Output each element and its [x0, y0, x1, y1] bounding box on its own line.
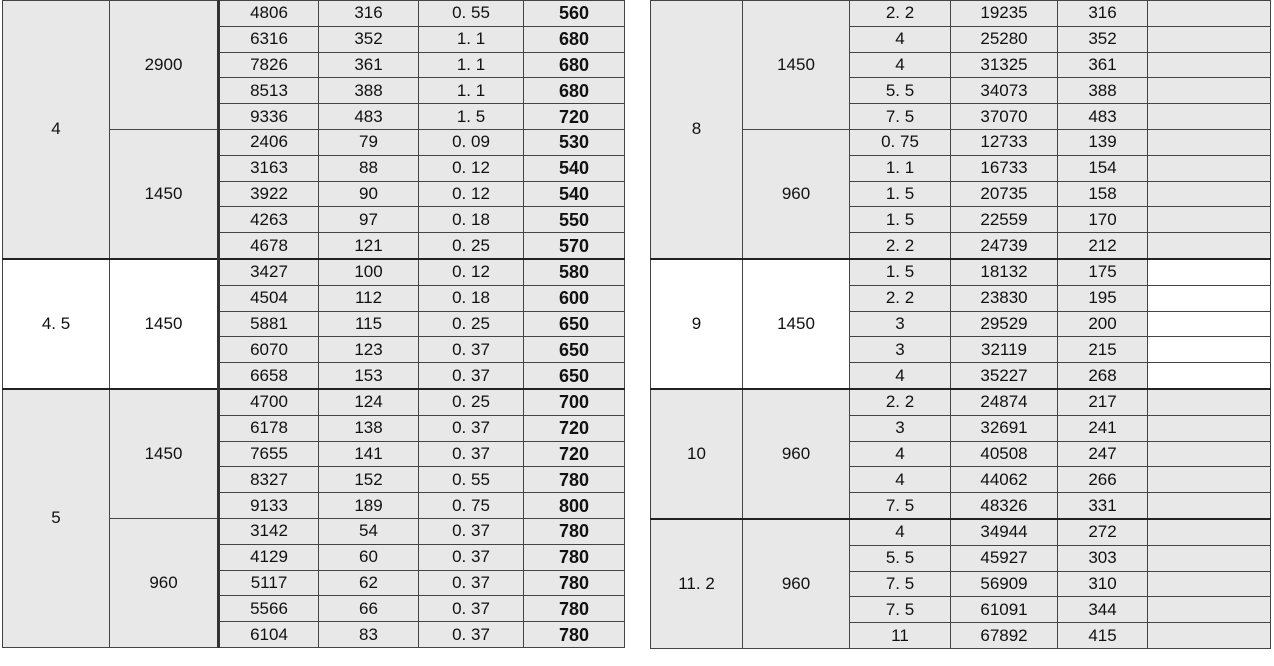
data-cell — [1148, 26, 1271, 52]
data-cell: 60 — [319, 544, 419, 570]
data-cell: 3427 — [219, 259, 319, 285]
data-cell: 0. 25 — [419, 311, 524, 337]
data-cell: 303 — [1058, 545, 1148, 571]
data-cell: 62 — [319, 570, 419, 596]
data-cell: 580 — [524, 259, 625, 285]
left-data-table — [2, 0, 625, 648]
data-cell: 247 — [1058, 441, 1148, 467]
data-cell: 0. 37 — [419, 622, 524, 648]
data-cell: 7. 5 — [850, 104, 951, 130]
data-cell: 212 — [1058, 233, 1148, 259]
speed-cell: 960 — [743, 389, 850, 519]
data-cell — [1148, 623, 1271, 649]
data-cell: 3922 — [219, 181, 319, 207]
data-cell: 0. 12 — [419, 259, 524, 285]
data-cell: 6658 — [219, 363, 319, 389]
data-cell: 8513 — [219, 78, 319, 104]
data-cell: 24739 — [951, 233, 1058, 259]
table-row — [651, 129, 1271, 155]
data-cell: 388 — [1058, 78, 1148, 104]
data-cell: 0. 12 — [419, 181, 524, 207]
group-size-cell: 9 — [651, 259, 743, 389]
data-cell: 6104 — [219, 622, 319, 648]
data-cell: 3 — [850, 337, 951, 363]
table-row — [651, 259, 1271, 285]
speed-cell: 1450 — [110, 129, 219, 258]
data-cell: 11 — [850, 623, 951, 649]
data-cell: 2. 2 — [850, 233, 951, 259]
data-cell: 141 — [319, 441, 419, 467]
data-cell: 5117 — [219, 570, 319, 596]
data-cell: 4678 — [219, 233, 319, 259]
data-cell: 97 — [319, 207, 419, 233]
data-cell — [1148, 493, 1271, 519]
data-cell: 800 — [524, 493, 625, 519]
data-cell: 1. 1 — [419, 78, 524, 104]
data-cell: 700 — [524, 389, 625, 415]
data-cell: 483 — [319, 104, 419, 130]
data-cell: 44062 — [951, 467, 1058, 493]
data-cell: 88 — [319, 155, 419, 181]
data-cell: 138 — [319, 415, 419, 441]
data-cell: 121 — [319, 233, 419, 259]
speed-cell: 1450 — [110, 259, 219, 389]
group-size-cell: 5 — [3, 389, 110, 647]
data-cell: 2. 2 — [850, 389, 951, 415]
table-row — [651, 519, 1271, 545]
data-cell: 4 — [850, 519, 951, 545]
data-cell: 1. 1 — [850, 155, 951, 181]
data-cell: 16733 — [951, 155, 1058, 181]
data-cell: 7826 — [219, 52, 319, 78]
data-cell: 3 — [850, 415, 951, 441]
speed-cell: 1450 — [743, 259, 850, 389]
group-size-cell: 10 — [651, 389, 743, 519]
data-cell — [1148, 363, 1271, 389]
data-cell: 1. 1 — [419, 52, 524, 78]
table-row — [651, 1, 1271, 27]
data-cell: 5881 — [219, 311, 319, 337]
data-cell: 152 — [319, 467, 419, 493]
data-cell — [1148, 285, 1271, 311]
data-cell: 550 — [524, 207, 625, 233]
data-cell: 4 — [850, 52, 951, 78]
data-cell: 560 — [524, 1, 625, 27]
table-row — [3, 389, 625, 415]
speed-cell: 960 — [743, 129, 850, 258]
data-cell: 5566 — [219, 596, 319, 622]
data-cell: 316 — [319, 1, 419, 27]
data-cell: 780 — [524, 467, 625, 493]
data-cell: 170 — [1058, 207, 1148, 233]
right-table-body — [651, 1, 1271, 649]
data-cell: 361 — [319, 52, 419, 78]
left-table-body — [3, 1, 625, 648]
data-cell: 215 — [1058, 337, 1148, 363]
right-data-table — [650, 0, 1271, 649]
data-cell: 780 — [524, 596, 625, 622]
data-cell: 0. 37 — [419, 570, 524, 596]
data-cell: 123 — [319, 337, 419, 363]
data-cell: 54 — [319, 518, 419, 544]
data-cell — [1148, 1, 1271, 27]
data-cell: 388 — [319, 78, 419, 104]
data-cell: 344 — [1058, 597, 1148, 623]
data-cell: 720 — [524, 441, 625, 467]
data-cell: 6070 — [219, 337, 319, 363]
data-cell: 780 — [524, 570, 625, 596]
data-cell: 540 — [524, 181, 625, 207]
data-cell: 650 — [524, 363, 625, 389]
group-size-cell: 4. 5 — [3, 259, 110, 389]
data-cell: 115 — [319, 311, 419, 337]
speed-cell: 960 — [743, 519, 850, 648]
data-cell: 7655 — [219, 441, 319, 467]
data-cell: 24874 — [951, 389, 1058, 415]
data-cell: 217 — [1058, 389, 1148, 415]
data-cell: 2. 2 — [850, 285, 951, 311]
data-cell: 483 — [1058, 104, 1148, 130]
data-cell: 4 — [850, 441, 951, 467]
data-cell — [1148, 519, 1271, 545]
data-cell: 22559 — [951, 207, 1058, 233]
data-cell: 780 — [524, 622, 625, 648]
data-cell: 4 — [850, 26, 951, 52]
data-cell: 48326 — [951, 493, 1058, 519]
data-cell: 29529 — [951, 311, 1058, 337]
data-cell: 5. 5 — [850, 545, 951, 571]
data-cell: 154 — [1058, 155, 1148, 181]
data-cell: 780 — [524, 518, 625, 544]
data-cell: 3163 — [219, 155, 319, 181]
data-cell: 1. 5 — [850, 207, 951, 233]
data-cell: 35227 — [951, 363, 1058, 389]
data-cell: 0. 55 — [419, 467, 524, 493]
group-size-cell: 8 — [651, 1, 743, 259]
data-cell: 268 — [1058, 363, 1148, 389]
data-cell: 266 — [1058, 467, 1148, 493]
data-cell — [1148, 129, 1271, 155]
data-cell: 189 — [319, 493, 419, 519]
data-cell: 600 — [524, 285, 625, 311]
data-cell: 9336 — [219, 104, 319, 130]
data-cell: 2. 2 — [850, 1, 951, 27]
data-cell: 0. 37 — [419, 518, 524, 544]
data-cell: 45927 — [951, 545, 1058, 571]
data-cell: 34944 — [951, 519, 1058, 545]
data-cell — [1148, 233, 1271, 259]
data-cell: 20735 — [951, 181, 1058, 207]
data-cell — [1148, 78, 1271, 104]
data-cell — [1148, 389, 1271, 415]
data-cell: 19235 — [951, 1, 1058, 27]
data-cell: 32119 — [951, 337, 1058, 363]
data-cell: 0. 37 — [419, 415, 524, 441]
data-cell: 0. 75 — [850, 129, 951, 155]
data-cell — [1148, 207, 1271, 233]
data-cell: 4700 — [219, 389, 319, 415]
data-cell: 0. 18 — [419, 207, 524, 233]
data-cell: 415 — [1058, 623, 1148, 649]
group-size-cell: 4 — [3, 1, 110, 259]
data-cell: 720 — [524, 415, 625, 441]
data-cell — [1148, 104, 1271, 130]
data-cell — [1148, 545, 1271, 571]
data-cell: 8327 — [219, 467, 319, 493]
data-cell: 0. 37 — [419, 596, 524, 622]
data-cell: 680 — [524, 78, 625, 104]
data-cell: 331 — [1058, 493, 1148, 519]
data-cell — [1148, 52, 1271, 78]
data-cell: 4504 — [219, 285, 319, 311]
data-cell — [1148, 597, 1271, 623]
data-cell: 0. 75 — [419, 493, 524, 519]
data-cell: 23830 — [951, 285, 1058, 311]
data-cell: 79 — [319, 129, 419, 155]
data-cell: 540 — [524, 155, 625, 181]
data-cell: 34073 — [951, 78, 1058, 104]
data-cell: 0. 25 — [419, 389, 524, 415]
speed-cell: 1450 — [743, 1, 850, 130]
data-cell: 1. 5 — [850, 181, 951, 207]
data-cell: 1. 5 — [850, 259, 951, 285]
data-cell: 361 — [1058, 52, 1148, 78]
data-cell: 4 — [850, 467, 951, 493]
data-cell: 56909 — [951, 571, 1058, 597]
data-cell: 7. 5 — [850, 597, 951, 623]
data-cell: 0. 25 — [419, 233, 524, 259]
data-cell: 6178 — [219, 415, 319, 441]
data-cell: 6316 — [219, 26, 319, 52]
data-cell: 0. 55 — [419, 1, 524, 27]
data-cell: 0. 18 — [419, 285, 524, 311]
data-cell: 0. 37 — [419, 544, 524, 570]
data-cell: 25280 — [951, 26, 1058, 52]
data-cell — [1148, 415, 1271, 441]
data-cell: 90 — [319, 181, 419, 207]
data-cell: 195 — [1058, 285, 1148, 311]
data-cell: 32691 — [951, 415, 1058, 441]
table-row — [3, 259, 625, 285]
data-cell: 241 — [1058, 415, 1148, 441]
data-cell: 31325 — [951, 52, 1058, 78]
data-cell: 316 — [1058, 1, 1148, 27]
data-cell: 66 — [319, 596, 419, 622]
table-row — [3, 1, 625, 27]
data-cell: 7. 5 — [850, 571, 951, 597]
data-cell: 310 — [1058, 571, 1148, 597]
data-cell: 0. 37 — [419, 337, 524, 363]
group-size-cell: 11. 2 — [651, 519, 743, 648]
data-cell — [1148, 311, 1271, 337]
data-cell — [1148, 571, 1271, 597]
data-cell — [1148, 467, 1271, 493]
data-cell: 2406 — [219, 129, 319, 155]
data-cell: 124 — [319, 389, 419, 415]
data-cell: 0. 37 — [419, 441, 524, 467]
data-cell: 1. 1 — [419, 26, 524, 52]
data-cell: 40508 — [951, 441, 1058, 467]
data-cell — [1148, 155, 1271, 181]
data-cell: 61091 — [951, 597, 1058, 623]
data-cell: 680 — [524, 52, 625, 78]
speed-cell: 960 — [110, 518, 219, 647]
speed-cell: 1450 — [110, 389, 219, 518]
data-cell: 4806 — [219, 1, 319, 27]
data-cell: 780 — [524, 544, 625, 570]
data-cell: 175 — [1058, 259, 1148, 285]
data-cell: 4129 — [219, 544, 319, 570]
data-cell: 720 — [524, 104, 625, 130]
data-cell: 200 — [1058, 311, 1148, 337]
data-cell: 158 — [1058, 181, 1148, 207]
data-cell: 4263 — [219, 207, 319, 233]
data-cell: 0. 09 — [419, 129, 524, 155]
data-cell: 272 — [1058, 519, 1148, 545]
data-cell: 12733 — [951, 129, 1058, 155]
data-cell: 153 — [319, 363, 419, 389]
data-cell: 18132 — [951, 259, 1058, 285]
data-cell — [1148, 337, 1271, 363]
data-cell: 139 — [1058, 129, 1148, 155]
speed-cell: 2900 — [110, 1, 219, 130]
data-cell: 3142 — [219, 518, 319, 544]
data-cell: 352 — [1058, 26, 1148, 52]
data-cell: 67892 — [951, 623, 1058, 649]
data-cell: 37070 — [951, 104, 1058, 130]
data-cell — [1148, 259, 1271, 285]
data-cell: 1. 5 — [419, 104, 524, 130]
data-cell: 352 — [319, 26, 419, 52]
data-cell: 7. 5 — [850, 493, 951, 519]
data-cell: 0. 12 — [419, 155, 524, 181]
data-cell: 530 — [524, 129, 625, 155]
data-cell — [1148, 441, 1271, 467]
data-cell: 650 — [524, 337, 625, 363]
data-cell — [1148, 181, 1271, 207]
data-cell: 83 — [319, 622, 419, 648]
data-cell: 112 — [319, 285, 419, 311]
data-cell: 0. 37 — [419, 363, 524, 389]
data-cell: 650 — [524, 311, 625, 337]
data-cell: 5. 5 — [850, 78, 951, 104]
table-row — [651, 389, 1271, 415]
data-cell: 3 — [850, 311, 951, 337]
data-cell: 570 — [524, 233, 625, 259]
data-cell: 4 — [850, 363, 951, 389]
data-cell: 680 — [524, 26, 625, 52]
data-cell: 9133 — [219, 493, 319, 519]
data-cell: 100 — [319, 259, 419, 285]
